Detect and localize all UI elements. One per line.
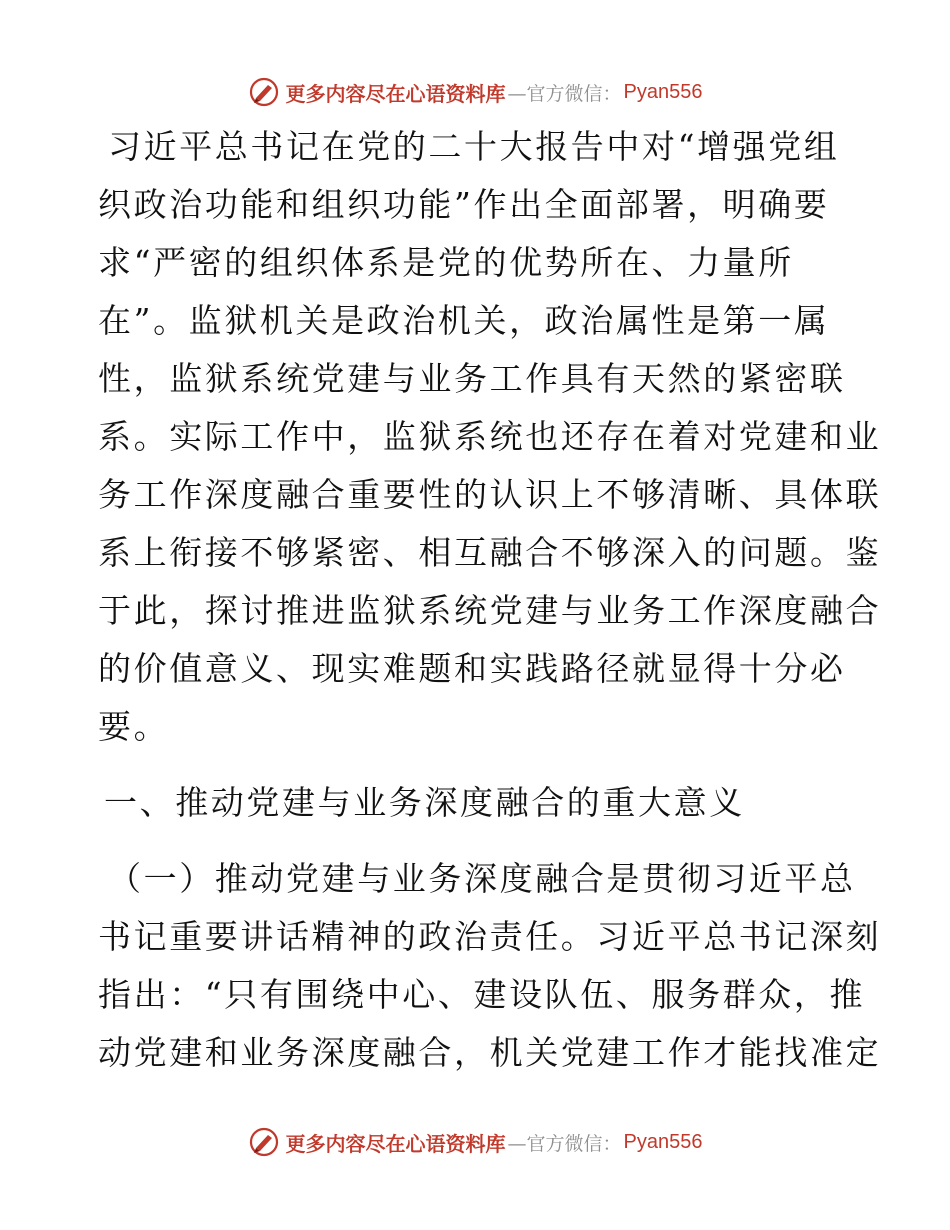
watermark-separator-text: —官方微信：	[507, 1132, 622, 1155]
paragraph-1-line: 要。	[98, 707, 170, 746]
paragraph-1-line: 的价值意义、现实难题和实践路径就显得十分必	[98, 649, 846, 688]
paragraph-2-line: 书记重要讲话精神的政治责任。习近平总书记深刻	[98, 917, 882, 956]
header-watermark-banner	[0, 72, 950, 112]
paragraph-2-line: 动党建和业务深度融合，机关党建工作才能找准定	[98, 1033, 882, 1072]
paragraph-1-line: 习近平总书记在党的二十大报告中对“增强党组	[108, 127, 840, 166]
footer-watermark-banner	[0, 1122, 950, 1162]
watermark-main-text: 更多内容尽在心语资料库	[285, 1131, 506, 1156]
paragraph-1-line: 织政治功能和组织功能”作出全面部署，明确要	[98, 185, 830, 224]
watermark-wechat-handle: Pyan556	[623, 80, 703, 103]
paragraph-1-line: 务工作深度融合重要性的认识上不够清晰、具体联	[98, 475, 882, 514]
watermark-main-text: 更多内容尽在心语资料库	[285, 81, 506, 106]
pen-logo-icon	[248, 76, 280, 108]
watermark-wechat-handle: Pyan556	[623, 1130, 703, 1153]
paragraph-1-line: 系上衔接不够紧密、相互融合不够深入的问题。鉴	[98, 533, 882, 572]
paragraph-1-line: 系。实际工作中，监狱系统也还存在着对党建和业	[98, 417, 882, 456]
watermark-separator-text: —官方微信：	[507, 82, 622, 105]
paragraph-1-line: 求“严密的组织体系是党的优势所在、力量所	[98, 243, 794, 282]
paragraph-1-line: 在”。监狱机关是政治机关，政治属性是第一属	[98, 301, 830, 340]
pen-logo-icon	[248, 1126, 280, 1158]
paragraph-1-line: 于此，探讨推进监狱系统党建与业务工作深度融合	[98, 591, 882, 630]
paragraph-1-line: 性，监狱系统党建与业务工作具有天然的紧密联	[98, 359, 846, 398]
document-body	[98, 118, 882, 1082]
paragraph-2-line: （一）推动党建与业务深度融合是贯彻习近平总	[108, 859, 856, 898]
paragraph-2-line: 指出：“只有围绕中心、建设队伍、服务群众，推	[98, 975, 866, 1014]
section-heading: 一、推动党建与业务深度融合的重大意义	[104, 783, 745, 822]
